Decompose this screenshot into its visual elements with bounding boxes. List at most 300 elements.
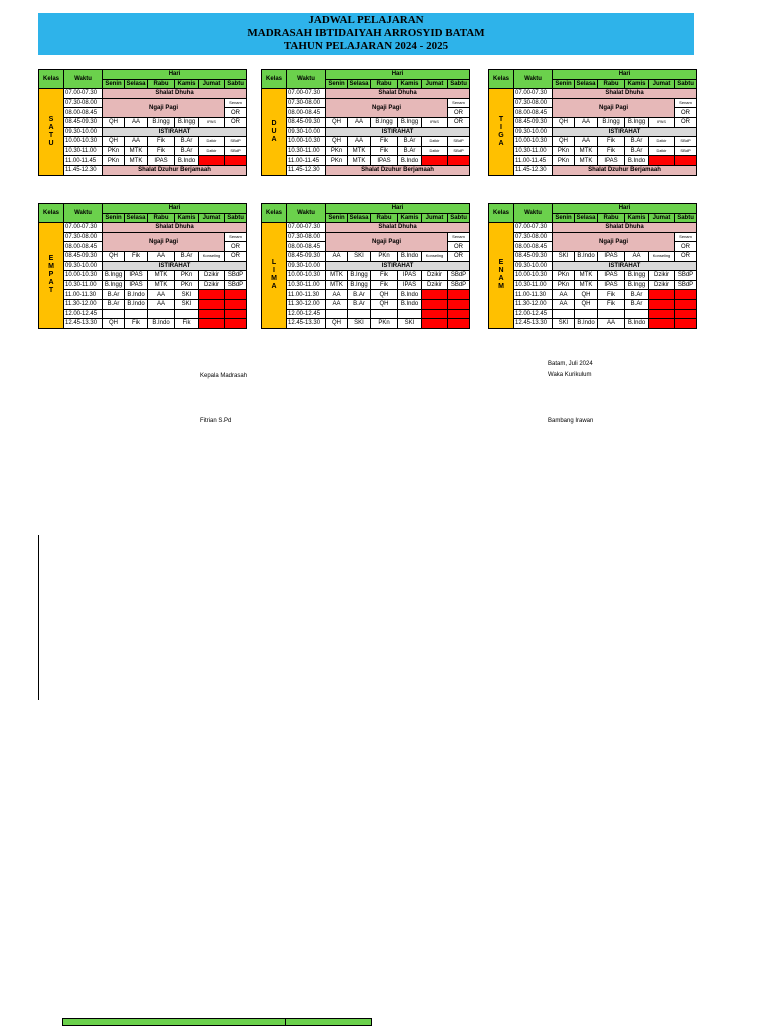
schedule-row (39, 299, 247, 309)
subject-cell: IPAS (371, 156, 398, 166)
subject-cell (422, 290, 448, 300)
class-name: L I M A (262, 223, 287, 329)
subject-cell: B.Indo (625, 156, 649, 166)
subject-cell: MTK (575, 156, 598, 166)
subject-cell: Fik (371, 146, 398, 156)
subject-cell (675, 156, 697, 166)
sabtu-cell: Senam (675, 232, 697, 242)
subject-cell: B.Ingg (103, 280, 125, 290)
subject-cell: B.Ingg (625, 280, 649, 290)
subject-cell: MTK (575, 146, 598, 156)
subject-cell: Fik (175, 319, 199, 329)
subject-cell: B.Ar (625, 146, 649, 156)
day-header-selasa: Selasa (126, 214, 146, 221)
schedule-row (262, 127, 470, 137)
time-slot: 11.45-12.30 (514, 165, 553, 175)
subject-cell: SKI (553, 319, 575, 329)
time-slot: 08.00-08.45 (514, 108, 553, 118)
activity-span: ISTIRAHAT (103, 127, 247, 137)
time-slot: 07.30-08.00 (287, 98, 326, 108)
schedule-row (489, 299, 697, 309)
subject-cell (448, 299, 470, 309)
time-slot: 09.30-10.00 (287, 261, 326, 271)
activity-span: Shalat Dhuha (103, 89, 247, 99)
subject-cell (625, 309, 649, 319)
day-header-senin: Senin (553, 213, 575, 223)
schedule-row (489, 137, 697, 147)
waka-title: Waka Kurikulum (548, 372, 592, 378)
subject-cell (422, 309, 448, 319)
time-slot: 08.45-09.30 (514, 117, 553, 127)
sabtu-cell: Senam (448, 232, 470, 242)
subject-cell: MTK (125, 146, 148, 156)
subject-cell: QH (575, 290, 598, 300)
schedule-row (39, 156, 247, 166)
schedule-table-empat (38, 203, 247, 329)
subject-cell: PKn (553, 146, 575, 156)
schedule-row (39, 261, 247, 271)
time-slot: 12.45-13.30 (514, 319, 553, 329)
subject-cell: MTK (326, 271, 348, 281)
time-slot: 09.30-10.00 (64, 261, 103, 271)
schedule-row (39, 127, 247, 137)
sabtu-cell: OR (448, 108, 470, 118)
class-name: E M P A T (39, 223, 64, 329)
activity-span: ISTIRAHAT (553, 127, 697, 137)
subject-cell: IPAS (398, 271, 422, 281)
hari-header: Hari (103, 70, 247, 80)
kelas-header: Kelas (262, 204, 287, 223)
schedule-row (39, 165, 247, 175)
subject-cell: MTK (148, 271, 175, 281)
schedule-row (489, 280, 697, 290)
subject-cell: AA (348, 137, 371, 147)
subject-cell: Konseling (422, 251, 448, 261)
day-header-sabtu: Sabtu (225, 79, 247, 89)
subject-cell: AA (125, 117, 148, 127)
schedule-row (262, 165, 470, 175)
time-slot: 11.00-11.45 (514, 156, 553, 166)
time-slot: 09.30-10.00 (287, 127, 326, 137)
sabtu-cell: Senam (225, 232, 247, 242)
sabtu-cell: Senam (225, 98, 247, 108)
subject-cell: SBdP (448, 146, 470, 156)
subject-cell: PKn (553, 156, 575, 166)
time-slot: 12.45-13.30 (64, 319, 103, 329)
day-header-jumat: Jumat (199, 213, 225, 223)
subject-cell: IPAS (199, 117, 225, 127)
time-slot: 11.00-11.30 (64, 290, 103, 300)
subject-cell: B.Ingg (625, 117, 649, 127)
subject-cell: SBdP (225, 271, 247, 281)
subject-cell: Fik (598, 299, 625, 309)
subject-cell: MTK (148, 280, 175, 290)
subject-cell: PKn (175, 271, 199, 281)
subject-cell: Dzikir (422, 271, 448, 281)
subject-cell (371, 309, 398, 319)
time-slot: 11.30-12.00 (287, 299, 326, 309)
subject-cell (422, 319, 448, 329)
subject-cell: OR (448, 251, 470, 261)
day-header-kamis: Kamis (398, 79, 422, 89)
subject-cell: B.Ingg (348, 271, 371, 281)
ngaji-pagi: Ngaji Pagi (553, 98, 675, 117)
subject-cell: Fik (125, 319, 148, 329)
subject-cell: MTK (125, 156, 148, 166)
subject-cell: SBdP (448, 271, 470, 281)
time-slot: 11.00-11.45 (287, 156, 326, 166)
subject-cell: PKn (553, 280, 575, 290)
subject-cell (125, 309, 148, 319)
schedule-row (262, 261, 470, 271)
subject-cell (649, 290, 675, 300)
sabtu-cell: Senam (675, 98, 697, 108)
subject-cell: MTK (575, 280, 598, 290)
subject-cell: Dzikir (199, 137, 225, 147)
day-header-kamis: Kamis (625, 79, 649, 89)
subject-cell: B.Indo (398, 299, 422, 309)
subject-cell: QH (553, 137, 575, 147)
subject-cell: PKn (371, 251, 398, 261)
schedule-row (489, 223, 697, 233)
subject-cell: QH (326, 137, 348, 147)
subject-cell: Fik (371, 271, 398, 281)
subject-cell: Fik (148, 146, 175, 156)
subject-cell: AA (148, 251, 175, 261)
day-header-rabu: Rabu (598, 79, 625, 89)
subject-cell: IPAS (598, 271, 625, 281)
day-header-senin: Senin (553, 79, 575, 89)
schedule-row (262, 137, 470, 147)
subject-cell: Dzikir (649, 146, 675, 156)
activity-span: ISTIRAHAT (553, 261, 697, 271)
schedule-title (38, 13, 694, 55)
time-slot: 09.30-10.00 (64, 127, 103, 137)
schedule-row (262, 290, 470, 300)
time-slot: 07.00-07.30 (287, 223, 326, 233)
subject-cell (598, 309, 625, 319)
subject-cell: B.Ar (175, 251, 199, 261)
subject-cell: SBdP (225, 137, 247, 147)
time-slot: 11.45-12.30 (64, 165, 103, 175)
time-slot: 10.30-11.00 (514, 146, 553, 156)
schedule-table-enam (488, 203, 697, 329)
time-slot: 10.00-10.30 (287, 271, 326, 281)
kelas-header: Kelas (39, 70, 64, 89)
day-header-jumat: Jumat (422, 213, 448, 223)
subject-cell: AA (575, 117, 598, 127)
subject-cell: PKn (103, 156, 125, 166)
subject-cell: B.Indo (575, 319, 598, 329)
time-slot: 08.45-09.30 (64, 117, 103, 127)
subject-cell: B.Ar (175, 137, 199, 147)
day-header-selasa: Selasa (126, 80, 146, 87)
subject-cell: QH (103, 137, 125, 147)
day-header-selasa: Selasa (349, 214, 369, 221)
schedule-row (262, 299, 470, 309)
day-header-selasa: Selasa (576, 80, 596, 87)
subject-cell: AA (625, 251, 649, 261)
day-header-rabu: Rabu (148, 79, 175, 89)
schedule-row (39, 98, 247, 108)
subject-cell: AA (326, 299, 348, 309)
day-header-sabtu: Sabtu (675, 79, 697, 89)
activity-span: Shalat Dzuhur Berjamaah (326, 165, 470, 175)
subject-cell: B.Ar (348, 299, 371, 309)
schedule-row (39, 89, 247, 99)
subject-cell: QH (575, 299, 598, 309)
subject-cell (675, 299, 697, 309)
activity-span: ISTIRAHAT (103, 261, 247, 271)
subject-cell (348, 309, 371, 319)
subject-cell: Dzikir (649, 271, 675, 281)
subject-cell: AA (326, 290, 348, 300)
subject-cell: B.Indo (175, 156, 199, 166)
time-slot: 07.00-07.30 (514, 89, 553, 99)
activity-span: Shalat Dhuha (326, 223, 470, 233)
subject-cell (225, 156, 247, 166)
subject-cell (422, 156, 448, 166)
subject-cell: PKn (553, 271, 575, 281)
waktu-header: Waktu (64, 70, 103, 89)
subject-cell: AA (326, 251, 348, 261)
subject-cell: SKI (175, 299, 199, 309)
schedule-table-dua (261, 69, 470, 176)
schedule-row (262, 232, 470, 242)
class-name: E N A M (489, 223, 514, 329)
subject-cell: B.Ingg (371, 117, 398, 127)
subject-cell: B.Indo (398, 251, 422, 261)
subject-cell (649, 299, 675, 309)
subject-cell: B.Ingg (148, 117, 175, 127)
sabtu-cell: OR (225, 242, 247, 252)
subject-cell: OR (225, 117, 247, 127)
subject-cell: IPAS (148, 156, 175, 166)
subject-cell: IPAS (125, 280, 148, 290)
time-slot: 10.30-11.00 (287, 280, 326, 290)
subject-cell (448, 156, 470, 166)
day-header-jumat: Jumat (649, 213, 675, 223)
subject-cell: Dzikir (422, 146, 448, 156)
subject-cell: Fik (598, 290, 625, 300)
schedule-table-lima (261, 203, 470, 329)
schedule-row (262, 156, 470, 166)
subject-cell: Fik (371, 137, 398, 147)
subject-cell: Dzikir (422, 280, 448, 290)
subject-cell (199, 299, 225, 309)
subject-cell: PKn (103, 146, 125, 156)
subject-cell: SKI (348, 251, 371, 261)
time-slot: 08.00-08.45 (287, 242, 326, 252)
day-header-senin: Senin (103, 79, 125, 89)
subject-cell (649, 309, 675, 319)
schedule-row (262, 280, 470, 290)
subject-cell (448, 290, 470, 300)
subject-cell (422, 299, 448, 309)
day-header-senin: Senin (326, 79, 348, 89)
kepala-name: Fitrian S.Pd (200, 418, 232, 424)
time-slot: 07.00-07.30 (287, 89, 326, 99)
subject-cell: QH (553, 117, 575, 127)
time-slot: 10.00-10.30 (514, 271, 553, 281)
schedule-row (39, 146, 247, 156)
sabtu-cell: OR (448, 242, 470, 252)
schedule-row (489, 165, 697, 175)
subject-cell: AA (553, 299, 575, 309)
subject-cell: OR (675, 251, 697, 261)
time-slot: 07.30-08.00 (514, 98, 553, 108)
schedule-row (39, 232, 247, 242)
subject-cell: B.Indo (125, 290, 148, 300)
day-header-sabtu: Sabtu (225, 213, 247, 223)
subject-cell (175, 309, 199, 319)
subject-cell: Fik (125, 251, 148, 261)
waktu-header: Waktu (514, 204, 553, 223)
activity-span: Shalat Dzuhur Berjamaah (553, 165, 697, 175)
time-slot: 07.30-08.00 (64, 98, 103, 108)
title-line-1: JADWAL PELAJARAN (308, 14, 424, 26)
subject-cell: MTK (348, 156, 371, 166)
day-header-selasa: Selasa (349, 80, 369, 87)
title-line-2: MADRASAH IBTIDAIYAH ARROSYID BATAM (247, 27, 485, 39)
schedule-row (262, 271, 470, 281)
subject-cell (199, 290, 225, 300)
schedule-row (262, 117, 470, 127)
kelas-header: Kelas (262, 70, 287, 89)
time-slot: 10.30-11.00 (64, 280, 103, 290)
subject-cell (225, 309, 247, 319)
subject-cell: Fik (371, 280, 398, 290)
subject-cell: AA (598, 319, 625, 329)
schedule-row (489, 98, 697, 108)
subject-cell (448, 309, 470, 319)
subject-cell: B.Ar (625, 299, 649, 309)
subject-cell: Dzikir (199, 271, 225, 281)
subject-cell: Dzikir (199, 146, 225, 156)
day-header-sabtu: Sabtu (675, 213, 697, 223)
schedule-row (262, 223, 470, 233)
subject-cell: B.Ingg (103, 271, 125, 281)
day-header-rabu: Rabu (148, 213, 175, 223)
subject-cell: QH (103, 117, 125, 127)
subject-cell (675, 319, 697, 329)
title-line-3: TAHUN PELAJARAN 2024 - 2025 (283, 40, 449, 52)
subject-cell: MTK (348, 146, 371, 156)
vertical-line (38, 535, 39, 700)
ngaji-pagi: Ngaji Pagi (103, 98, 225, 117)
subject-cell: Fik (598, 146, 625, 156)
subject-cell (225, 319, 247, 329)
subject-cell: B.Ar (103, 290, 125, 300)
subject-cell: OR (225, 251, 247, 261)
subject-cell: B.Ar (398, 146, 422, 156)
day-header-kamis: Kamis (625, 213, 649, 223)
time-slot: 07.00-07.30 (514, 223, 553, 233)
subject-cell: SBdP (225, 146, 247, 156)
schedule-row (489, 290, 697, 300)
time-slot: 12.45-13.30 (287, 319, 326, 329)
schedule-row (262, 146, 470, 156)
place-date: Batam, Juli 2024 (548, 361, 593, 367)
subject-cell (103, 309, 125, 319)
subject-cell: SBdP (675, 280, 697, 290)
subject-cell: B.Ingg (625, 271, 649, 281)
subject-cell: PKn (371, 319, 398, 329)
schedule-row (489, 319, 697, 329)
subject-cell: SBdP (675, 271, 697, 281)
subject-cell: IPAS (598, 280, 625, 290)
waka-name: Bambang Irawan (548, 418, 594, 424)
time-slot: 08.45-09.30 (64, 251, 103, 261)
schedule-row (489, 146, 697, 156)
schedule-row (39, 319, 247, 329)
schedule-row (489, 89, 697, 99)
subject-cell: QH (326, 319, 348, 329)
waktu-header: Waktu (64, 204, 103, 223)
waktu-header: Waktu (287, 204, 326, 223)
day-header-kamis: Kamis (175, 79, 199, 89)
day-header-jumat: Jumat (649, 79, 675, 89)
subject-cell: B.Ar (175, 146, 199, 156)
time-slot: 07.30-08.00 (64, 232, 103, 242)
schedule-row (39, 290, 247, 300)
kelas-header: Kelas (489, 204, 514, 223)
subject-cell: AA (553, 290, 575, 300)
subject-cell (199, 309, 225, 319)
subject-cell: MTK (326, 280, 348, 290)
subject-cell: B.Indo (148, 319, 175, 329)
time-slot: 10.30-11.00 (287, 146, 326, 156)
time-slot: 07.30-08.00 (514, 232, 553, 242)
subject-cell (225, 290, 247, 300)
subject-cell: OR (448, 117, 470, 127)
hari-header: Hari (553, 204, 697, 214)
subject-cell: SBdP (675, 137, 697, 147)
subject-cell: Dzikir (649, 137, 675, 147)
subject-cell: B.Ar (348, 290, 371, 300)
subject-cell: SBdP (448, 280, 470, 290)
schedule-row (39, 137, 247, 147)
subject-cell: QH (103, 319, 125, 329)
time-slot: 11.00-11.30 (287, 290, 326, 300)
time-slot: 10.00-10.30 (287, 137, 326, 147)
subject-cell: B.Ar (103, 299, 125, 309)
day-header-sabtu: Sabtu (448, 79, 470, 89)
activity-span: Shalat Dhuha (103, 223, 247, 233)
time-slot: 12.00-12.45 (287, 309, 326, 319)
schedule-table-tiga (488, 69, 697, 176)
subject-cell: SBdP (448, 137, 470, 147)
day-header-jumat: Jumat (199, 79, 225, 89)
class-name: S A T U (39, 89, 64, 175)
sabtu-cell: Senam (448, 98, 470, 108)
schedule-row (39, 309, 247, 319)
time-slot: 11.30-12.00 (64, 299, 103, 309)
day-header-rabu: Rabu (371, 213, 398, 223)
schedule-row (262, 98, 470, 108)
time-slot: 08.00-08.45 (514, 242, 553, 252)
subject-cell: IPAS (398, 280, 422, 290)
time-slot: 10.00-10.30 (514, 137, 553, 147)
subject-cell: B.Ingg (398, 117, 422, 127)
subject-cell: B.Indo (125, 299, 148, 309)
ngaji-pagi: Ngaji Pagi (326, 98, 448, 117)
subject-cell: AA (125, 137, 148, 147)
bottom-green-bar (62, 1018, 372, 1026)
subject-cell: AA (348, 117, 371, 127)
subject-cell: QH (371, 299, 398, 309)
schedule-row (489, 117, 697, 127)
